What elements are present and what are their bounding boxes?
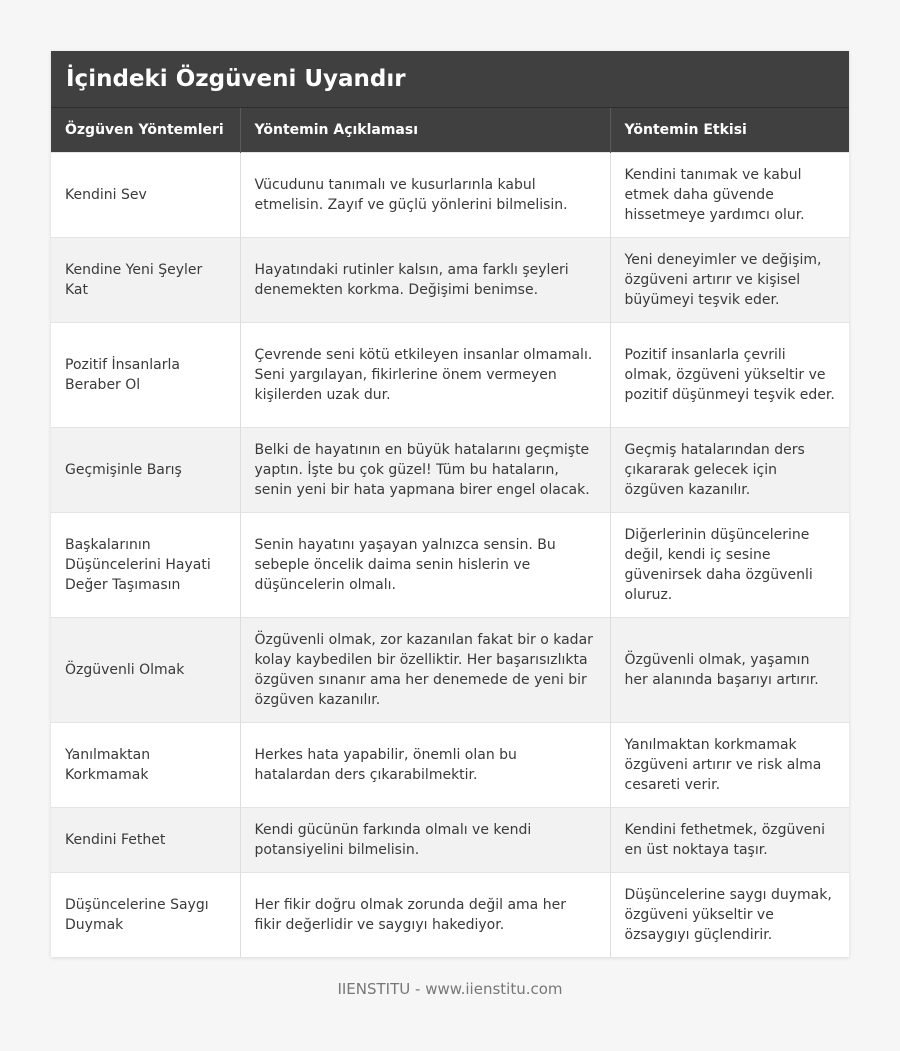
table-card: [51, 51, 849, 957]
table-row: [51, 512, 849, 617]
cell-description: Çevrende seni kötü etkileyen insanlar olmamalı. Seni yargılayan, fikirlerine önem vermeyen kişilerden uzak dur.: [240, 322, 610, 427]
cell-method: Kendine Yeni Şeyler Kat: [51, 237, 240, 322]
cell-description: Vücudunu tanımalı ve kusurlarınla kabul etmelisin. Zayıf ve güçlü yönlerini bilmelisin.: [240, 152, 610, 237]
cell-method: Başkalarının Düşüncelerini Hayati Değer Taşımasın: [51, 512, 240, 617]
table-row: [51, 237, 849, 322]
header-methods: Özgüven Yöntemleri: [51, 108, 240, 152]
cell-method: Kendini Fethet: [51, 807, 240, 872]
cell-effect: Yanılmaktan korkmamak özgüveni artırır ve risk alma cesareti verir.: [610, 722, 849, 807]
cell-method: Pozitif İnsanlarla Beraber Ol: [51, 322, 240, 427]
cell-effect: Geçmiş hatalarından ders çıkararak gelecek için özgüven kazanılır.: [610, 427, 849, 512]
methods-table: [51, 108, 849, 957]
cell-description: Özgüvenli olmak, zor kazanılan fakat bir o kadar kolay kaybedilen bir özelliktir. Her başarısızlıkta özgüven sınanır ama her denemede de yeni bir özgüven kazanılır.: [240, 617, 610, 722]
cell-description: Herkes hata yapabilir, önemli olan bu hatalardan ders çıkarabilmektir.: [240, 722, 610, 807]
cell-method: Düşüncelerine Saygı Duymak: [51, 872, 240, 957]
cell-effect: Pozitif insanlarla çevrili olmak, özgüveni yükseltir ve pozitif düşünmeyi teşvik eder.: [610, 322, 849, 427]
cell-effect: Yeni deneyimler ve değişim, özgüveni artırır ve kişisel büyümeyi teşvik eder.: [610, 237, 849, 322]
table-row: [51, 427, 849, 512]
cell-method: Kendini Sev: [51, 152, 240, 237]
cell-effect: Diğerlerinin düşüncelerine değil, kendi iç sesine güvenirsek daha özgüvenli oluruz.: [610, 512, 849, 617]
cell-method: Geçmişinle Barış: [51, 427, 240, 512]
cell-effect: Düşüncelerine saygı duymak, özgüveni yükseltir ve özsaygıyı güçlendirir.: [610, 872, 849, 957]
table-row: [51, 322, 849, 427]
header-row: [51, 108, 849, 152]
table-row: [51, 617, 849, 722]
table-row: [51, 807, 849, 872]
cell-description: Hayatındaki rutinler kalsın, ama farklı şeyleri denemekten korkma. Değişimi benimse.: [240, 237, 610, 322]
header-effect: Yöntemin Etkisi: [610, 108, 849, 152]
table-row: [51, 722, 849, 807]
cell-description: Her fikir doğru olmak zorunda değil ama her fikir değerlidir ve saygıyı hakediyor.: [240, 872, 610, 957]
header-description: Yöntemin Açıklaması: [240, 108, 610, 152]
cell-method: Özgüvenli Olmak: [51, 617, 240, 722]
footer-credit: IIENSTITU - www.iienstitu.com: [337, 980, 563, 998]
cell-method: Yanılmaktan Korkmamak: [51, 722, 240, 807]
table-row: [51, 152, 849, 237]
cell-description: Belki de hayatının en büyük hatalarını geçmişte yaptın. İşte bu çok güzel! Tüm bu hataların, senin yeni bir hata yapmana birer engel olacak.: [240, 427, 610, 512]
table-title: İçindeki Özgüveni Uyandır: [51, 51, 849, 108]
table-row: [51, 872, 849, 957]
cell-description: Kendi gücünün farkında olmalı ve kendi potansiyelini bilmelisin.: [240, 807, 610, 872]
cell-description: Senin hayatını yaşayan yalnızca sensin. Bu sebeple öncelik daima senin hislerin ve düşüncelerin olmalı.: [240, 512, 610, 617]
cell-effect: Özgüvenli olmak, yaşamın her alanında başarıyı artırır.: [610, 617, 849, 722]
cell-effect: Kendini tanımak ve kabul etmek daha güvende hissetmeye yardımcı olur.: [610, 152, 849, 237]
cell-effect: Kendini fethetmek, özgüveni en üst noktaya taşır.: [610, 807, 849, 872]
